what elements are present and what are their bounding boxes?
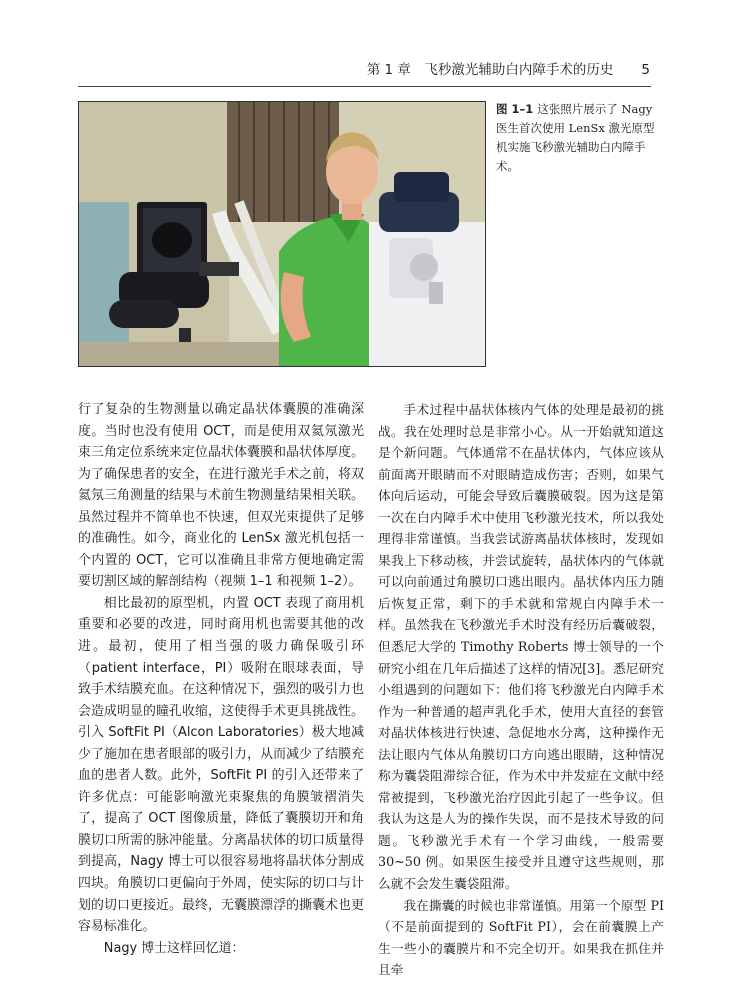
paragraph: Nagy 博士这样回忆道： (103, 940, 245, 956)
chapter-title: 第 1 章 飞秒激光辅助白内障手术的历史 (366, 62, 614, 78)
figure-label: 图 1–1 (496, 102, 534, 116)
figure-caption (496, 100, 656, 176)
paragraph: 行了复杂的生物测量以确定晶状体囊膜的准确深度。当时也没有使用 OCT，而是使用双氦氖激光束三角定位系统来定位晶状体囊膜和晶状体厚度。为了确保患者的安全，在进行激光手术之前，将双氦氖三角测量的结果与术前生物测量结果相关联。虽然过程并不简单也不快速，但双光束提供了足够的准确性。如今，商业化的 LenSx 激光机包括一个内置的 OCT，它可以准确且非常方便地确定需要切割区域的解剖结构（视频 1–1 和视频 1–2）。 (78, 402, 364, 590)
header-rule (78, 86, 651, 87)
paragraph: 手术过程中晶状体核内气体的处理是最初的挑战。我在处理时总是非常小心。从一开始就知道这是个新问题。气体通常不在晶状体内，气体应该从前面离开眼睛而不对眼睛造成伤害；否则，如果气体向后运动，可能会导致后囊膜破裂。因为这是第一次在白内障手术中使用飞秒激光技术，所以我处理得非常谨慎。当我尝试游离晶状体核时，发现如果我上下移动核，并尝试旋转，晶状体内的气体就可以向前通过角膜切口逃出眼内。晶状体内压力随后恢复正常，剩下的手术就和常规白内障手术一样。虽然我在飞秒激光手术时没有经历后囊破裂，但悉尼大学的 Timothy Roberts 博士领导的一个研究小组在几年后描述了这样的情况[3]。悉尼研究小组遇到的问题如下：他们将飞秒激光白内障手术作为一种普通的超声乳化手术，使用大直径的套管对晶状体核进行快速、急促地水分离，这种操作无法让眼内气体从角膜切口方向逃出眼睛，这种情况称为囊袋阻滞综合征，作为术中并发症在文献中经常被提到，飞秒激光治疗因此引起了一些争议。但我认为这是人为的操作失误，而不是技术导致的问题。飞秒激光手术有一个学习曲线，一般需要 30~50 例。如果医生接受并且遵守这些规则，那么就不会发生囊袋阻滞。 (378, 402, 664, 892)
page-number: 5 (641, 62, 650, 78)
surgeon-photo (78, 101, 486, 367)
right-column (378, 399, 664, 981)
figure-caption-text: 这张照片展示了 Nagy 医生首次使用 LenSx 激光原型机实施飞秒激光辅助白内障手术。 (496, 102, 655, 173)
running-header (78, 58, 650, 78)
paragraph: 相比最初的原型机，内置 OCT 表现了商用机重要和必要的改进，同时商用机也需要其他的改进。最初，使用了相当强的吸力确保吸引环（patient interface，PI）吸附在眼球表面，导致手术结膜充血。在这种情况下，强烈的吸引力也会造成明显的瞳孔收缩，这使得手术更具挑战性。引入 SoftFit PI（Alcon Laboratories）极大地减少了施加在患者眼部的吸引力，从而减少了结膜充血的患者人数。此外，SoftFit PI 的引入还带来了许多优点：可能影响激光束聚焦的角膜皱褶消失了，提高了 OCT 图像质量，降低了囊膜切开和角膜切口所需的脉冲能量。分离晶状体的切口质量得到提高，Nagy 博士可以很容易地将晶状体分割成四块。角膜切口更偏向于外周，使实际的切口与计划的切口更接近。最终，无囊膜漂浮的撕囊术也更容易标准化。 (78, 595, 364, 935)
paragraph: 我在撕囊的时候也非常谨慎。用第一个原型 PI（不是前面提到的 SoftFit PI），会在前囊膜上产生一些小的囊膜片和不完全切开。如果我在抓住并且牵 (378, 897, 664, 978)
left-column (78, 399, 364, 959)
